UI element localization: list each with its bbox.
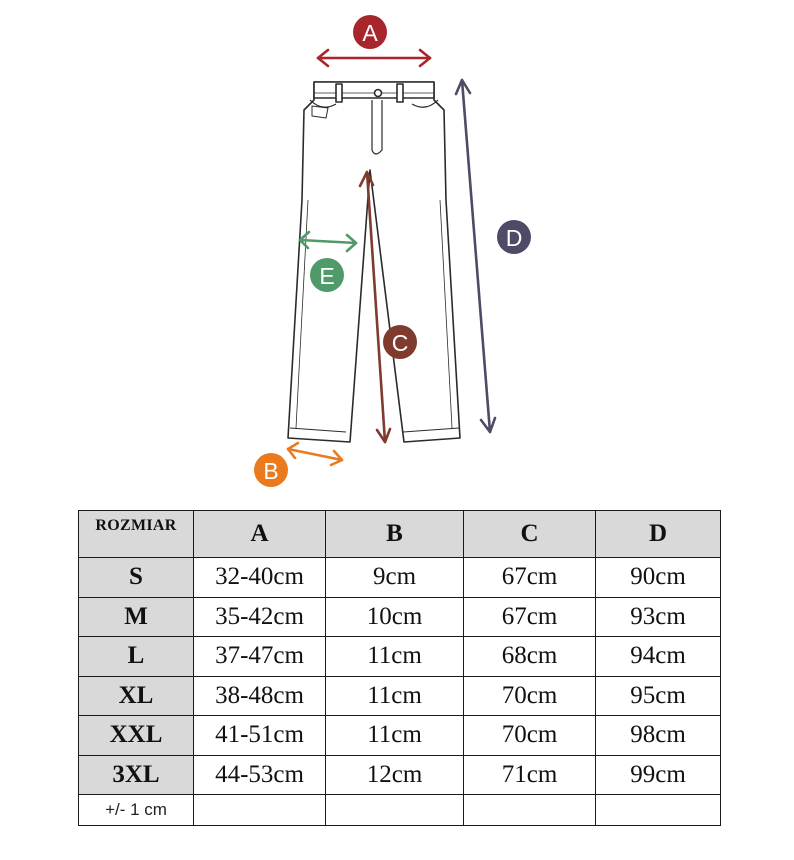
value-c: 67cm	[464, 558, 596, 598]
value-d: 93cm	[596, 597, 721, 637]
value-a: 44-53cm	[194, 755, 326, 795]
measure-d-arrow	[456, 80, 495, 432]
value-d: 94cm	[596, 637, 721, 677]
header-a: A	[194, 511, 326, 558]
value-c: 67cm	[464, 597, 596, 637]
table-header-row	[79, 511, 721, 558]
measure-a-arrow	[318, 50, 430, 66]
empty-cell	[464, 795, 596, 826]
measure-e-label: E	[319, 263, 335, 289]
tolerance-row	[79, 795, 721, 826]
header-d: D	[596, 511, 721, 558]
size-cell: M	[79, 597, 194, 637]
value-c: 71cm	[464, 755, 596, 795]
value-a: 38-48cm	[194, 676, 326, 716]
value-c: 70cm	[464, 676, 596, 716]
header-b: B	[326, 511, 464, 558]
value-b: 11cm	[326, 716, 464, 756]
table-row	[79, 676, 721, 716]
measure-b-label: B	[263, 458, 279, 484]
value-d: 99cm	[596, 755, 721, 795]
size-cell: XXL	[79, 716, 194, 756]
value-d: 98cm	[596, 716, 721, 756]
value-b: 11cm	[326, 676, 464, 716]
empty-cell	[326, 795, 464, 826]
size-cell: L	[79, 637, 194, 677]
header-size: ROZMIAR	[79, 511, 194, 558]
header-c: C	[464, 511, 596, 558]
table-row	[79, 637, 721, 677]
value-b: 12cm	[326, 755, 464, 795]
empty-cell	[194, 795, 326, 826]
table-row	[79, 755, 721, 795]
value-b: 10cm	[326, 597, 464, 637]
size-cell: 3XL	[79, 755, 194, 795]
size-cell: XL	[79, 676, 194, 716]
value-c: 68cm	[464, 637, 596, 677]
value-d: 95cm	[596, 676, 721, 716]
value-a: 35-42cm	[194, 597, 326, 637]
value-d: 90cm	[596, 558, 721, 598]
measure-b-arrow	[288, 443, 342, 465]
table-row	[79, 558, 721, 598]
value-c: 70cm	[464, 716, 596, 756]
value-a: 41-51cm	[194, 716, 326, 756]
value-a: 32-40cm	[194, 558, 326, 598]
value-a: 37-47cm	[194, 637, 326, 677]
empty-cell	[596, 795, 721, 826]
size-chart-table	[78, 510, 721, 826]
value-b: 9cm	[326, 558, 464, 598]
table-row	[79, 597, 721, 637]
measure-c-label: C	[391, 330, 409, 356]
value-b: 11cm	[326, 637, 464, 677]
table-row	[79, 716, 721, 756]
size-cell: S	[79, 558, 194, 598]
measure-d-label: D	[505, 225, 523, 251]
tolerance-note: +/- 1 cm	[79, 795, 194, 826]
measure-a-label: A	[362, 20, 378, 46]
